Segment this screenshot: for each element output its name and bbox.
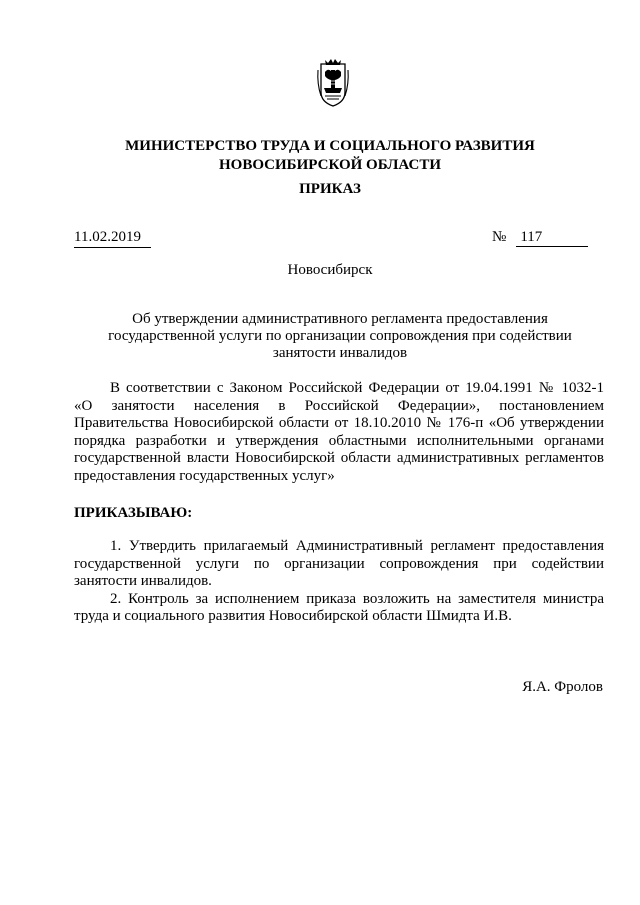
item-1-line: государственной услуги по организации сопровождения при содействии [74,555,604,572]
ministry-name-line-2: НОВОСИБИРСКОЙ ОБЛАСТИ [218,157,442,173]
item-2-line: труда и социального развития Новосибирской области Шмидта И.В. [74,608,512,624]
preamble-line: предоставления государственных услуг» [74,467,335,484]
item-1-line: занятости инвалидов. [74,573,212,589]
document-date: 11.02.2019 [74,229,151,248]
decree-label: ПРИКАЗЫВАЮ: [74,505,193,521]
order-items [74,538,604,626]
ministry-name-line-1: МИНИСТЕРСТВО ТРУДА И СОЦИАЛЬНОГО РАЗВИТИЯ [125,138,535,154]
preamble-line: порядка разработки и утверждения областными исполнительными органами [74,432,604,449]
subject-line: Об утверждении административного регламента предоставления [132,311,548,327]
ministry-name [60,137,600,175]
subject-line: занятости инвалидов [272,345,408,361]
item-2-line: 2. Контроль за исполнением приказа возложить на заместителя министра [110,590,604,607]
number-sign: № [492,229,507,245]
novosibirsk-coat-of-arms-icon [316,58,350,108]
number-value: 117 [516,229,588,247]
preamble-paragraph [74,380,604,485]
document-subject [80,311,600,362]
preamble-line: Правительства Новосибирской области от 18.10.2010 № 176-п «Об утверждении [74,415,604,431]
preamble-line: «О занятости населения в Российской Федерации», постановлением [74,397,604,414]
document-type-title: ПРИКАЗ [299,181,361,197]
signatory-name: Я.А. Фролов [522,679,603,695]
subject-line: государственной услуги по организации сопровождения при содействии [108,328,572,344]
preamble-line: В соответствии с Законом Российской Федерации от 19.04.1991 № 1032-1 [110,380,604,396]
preamble-line: государственной власти Новосибирской области административных регламентов [74,450,604,466]
document-number [492,229,588,247]
document-city: Новосибирск [287,262,373,278]
item-1-line: 1. Утвердить прилагаемый Административный регламент предоставления [110,538,604,554]
